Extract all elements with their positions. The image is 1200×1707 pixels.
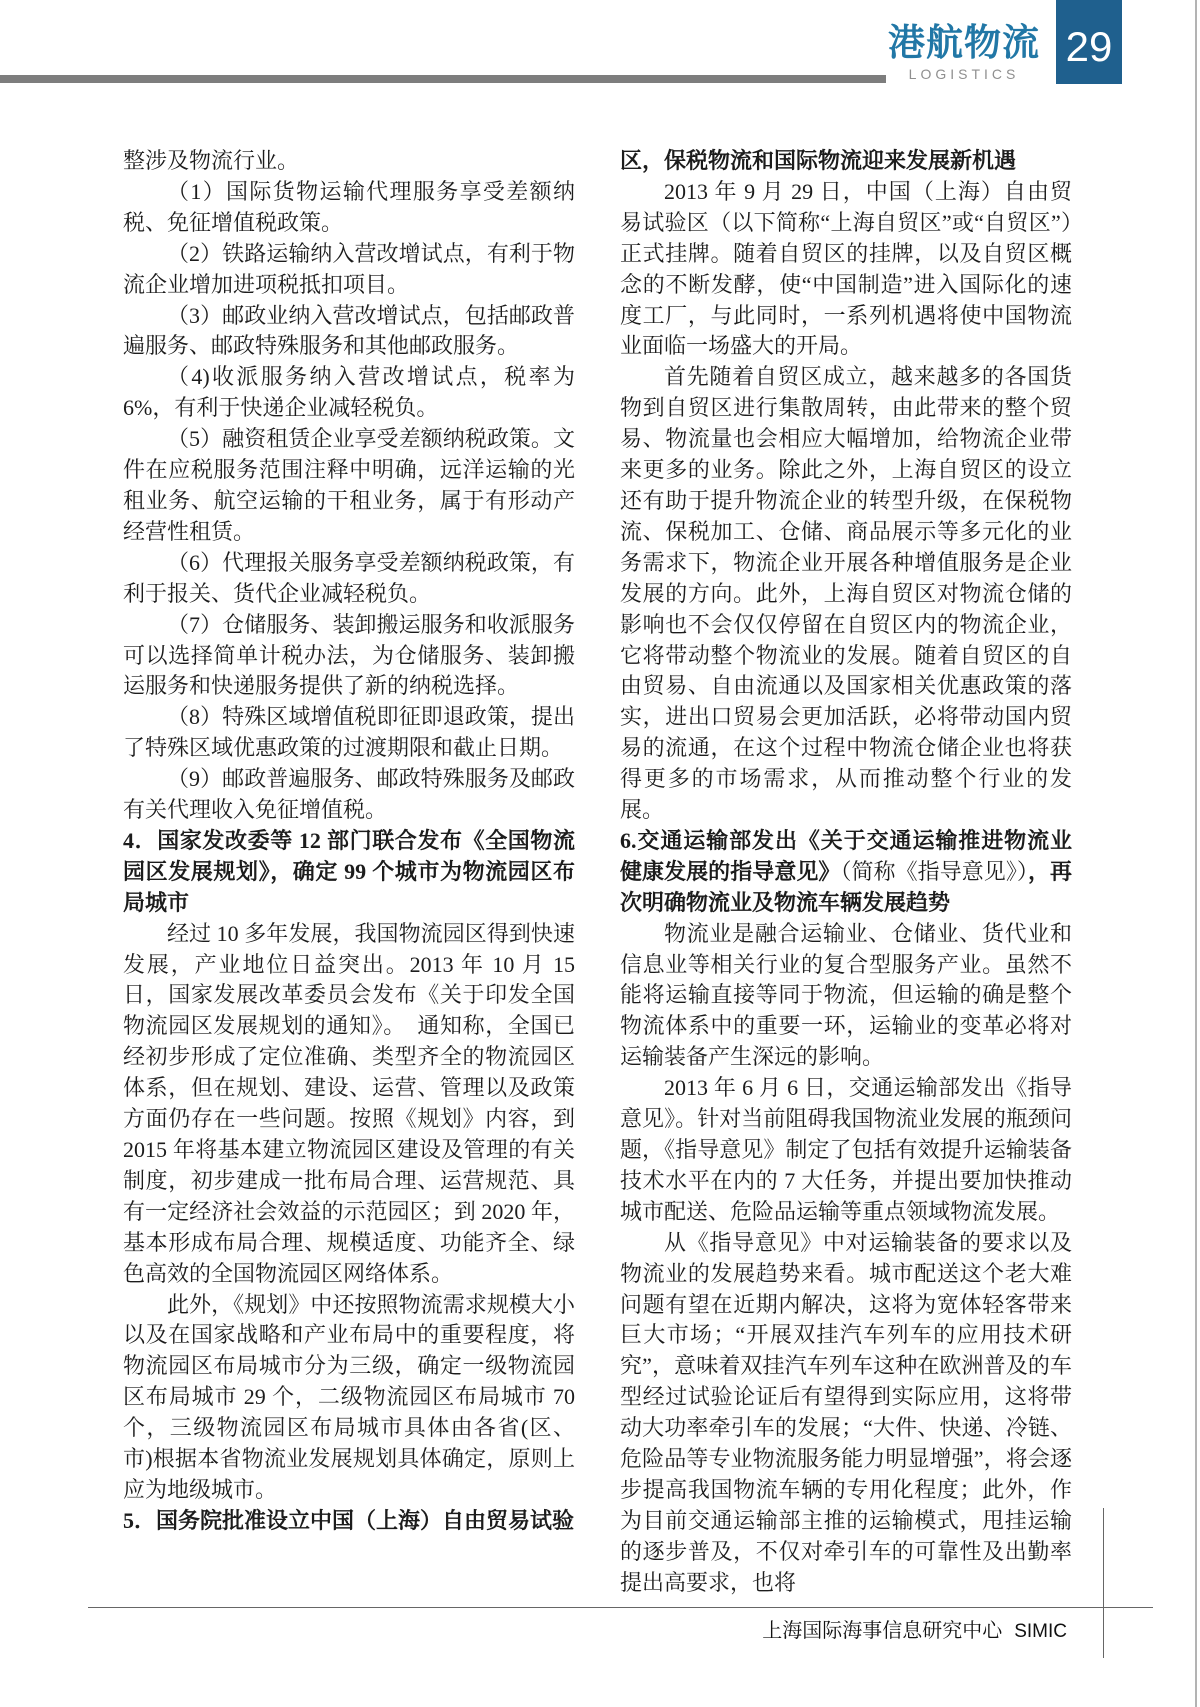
footer-divider-vertical [1103, 1508, 1104, 1658]
section-heading-5-continued: 区，保税物流和国际物流迎来发展新机遇 [620, 148, 1017, 173]
footer-credit [762, 1614, 1067, 1643]
list-item-7: （7）仓储服务、装卸搬运服务和收派服务可以选择简单计税办法，为仓储服务、装卸搬运服务和快递服务提供了新的纳税选择。 [123, 611, 575, 699]
page-number-badge: 29 [1056, 0, 1122, 84]
heading-segment: ，再次明确物流业及物流车辆发展趋势 [620, 858, 1072, 915]
paragraph: 经过 10 多年发展，我国物流园区得到快速发展，产业地位日益突出。2013 年 10 月 15 日，国家发展改革委员会发布《关于印发全国物流园区发展规划的通知》。 通知称，全国已经初步形成了定位准确、类型齐全的物流园区体系，但在规划、建设、运营、管理以及政策方面仍存在一些问题。按照《规划》内容，到 2015 年将基本建立物流园区建设及管理的有关制度，初步建成一批布局合理、运营规范、具有一定经济社会效益的示范园区；到 2020 年，基本形成布局合理、规模适度、功能齐全、绿色高效的全国物流园区网络体系。 [123, 920, 575, 1286]
paragraph: 此外，《规划》中还按照物流需求规模大小以及在国家战略和产业布局中的重要程度，将物流园区布局城市分为三级，确定一级物流园区布局城市 29 个，二级物流园区布局城市 70 个，三级物流园区布局城市具体由各省(区、市)根据本省物流业发展规划具体确定，原则上应为地级城市。 [123, 1291, 575, 1502]
list-item-1: （1）国际货物运输代理服务享受差额纳税、免征增值税政策。 [123, 178, 575, 235]
masthead [886, 24, 1042, 82]
list-item-8: （8）特殊区域增值税即征即退政策，提出了特殊区域优惠政策的过渡期限和截止日期。 [123, 704, 575, 761]
list-item-2: （2）铁路运输纳入营改增试点，有利于物流企业增加进项税抵扣项目。 [123, 240, 575, 297]
footer-rule [88, 1607, 1153, 1608]
footer-credit-chinese: 上海国际海事信息研究中心 [762, 1620, 1003, 1642]
right-column [620, 146, 1072, 1599]
list-item-9: （9）邮政普遍服务、邮政特殊服务及邮政有关代理收入免征增值税。 [123, 766, 575, 823]
paragraph: 2013 年 9 月 29 日，中国（上海）自由贸易试验区（以下简称“上海自贸区”或“自贸区”）正式挂牌。随着自贸区的挂牌，以及自贸区概念的不断发酵，使“中国制造”进入国际化的速度工厂，与此同时，一系列机遇将使中国物流业面临一场盛大的开局。 [620, 178, 1072, 359]
heading-segment: （简称《指导意见》） [840, 858, 1028, 884]
list-item-4: （4)收派服务纳入营改增试点，税率为 6%，有利于快递企业减轻税负。 [123, 364, 575, 421]
page-edge-line [1195, 0, 1197, 1707]
section-title-english: LOGISTICS [908, 65, 1020, 82]
list-item-6: （6）代理报关服务享受差额纳税政策，有利于报关、货代企业减轻税负。 [123, 549, 575, 606]
heading-segment: 6.交通运输部发出《关于交通运输推进物流业健康发展的指导意见》 [620, 827, 1072, 884]
section-heading-4: 4．国家发改委等 12 部门联合发布《全国物流园区发展规划》，确定 99 个城市为物流园区布局城市 [123, 827, 575, 915]
left-column [123, 146, 575, 1537]
paragraph: 从《指导意见》中对运输装备的要求以及物流业的发展趋势来看。城市配送这个老大难问题有望在近期内解决，这将为宽体轻客带来巨大市场；“开展双挂汽车列车的应用技术研究”，意味着双挂汽车列车这种在欧洲普及的车型经过试验论证后有望得到实际应用，这将带动大功率牵引车的发展；“大件、快递、冷链、危险品等专业物流服务能力明显增强”，将会逐步提高我国物流车辆的专用化程度；此外，作为目前交通运输部主推的运输模式，甩挂运输的逐步普及，不仅对牵引车的可靠性及出勤率提出高要求，也将 [620, 1229, 1072, 1595]
footer-credit-english: SIMIC [1014, 1621, 1067, 1642]
paragraph: 物流业是融合运输业、仓储业、货代业和信息业等相关行业的复合型服务产业。虽然不能将运输直接等同于物流，但运输的确是整个物流体系中的重要一环，运输业的变革必将对运输装备产生深远的影响。 [620, 920, 1072, 1070]
section-title-chinese: 港航物流 [888, 22, 1040, 63]
header-rule [0, 75, 886, 83]
paragraph: 整涉及物流行业。 [123, 148, 300, 173]
paragraph: 2013 年 6 月 6 日，交通运输部发出《指导意见》。针对当前阻碍我国物流业发展的瓶颈问题，《指导意见》制定了包括有效提升运输装备技术水平在内的 7 大任务，并提出要加快推动城市配送、危险品运输等重点领域物流发展。 [620, 1075, 1072, 1224]
paragraph: 首先随着自贸区成立，越来越多的各国货物到自贸区进行集散周转，由此带来的整个贸易、物流量也会相应大幅增加，给物流企业带来更多的业务。除此之外，上海自贸区的设立还有助于提升物流企业的转型升级，在保税物流、保税加工、仓储、商品展示等多元化的业务需求下，物流企业开展各种增值服务是企业发展的方向。此外，上海自贸区对物流仓储的影响也不会仅仅停留在自贸区内的物流企业，它将带动整个物流业的发展。随着自贸区的自由贸易、自由流通以及国家相关优惠政策的落实，进出口贸易会更加活跃，必将带动国内贸易的流通，在这个过程中物流仓储企业也将获得更多的市场需求，从而推动整个行业的发展。 [620, 364, 1072, 823]
list-item-5: （5）融资租赁企业享受差额纳税政策。文件在应税服务范围注释中明确，远洋运输的光租业务、航空运输的干租业务，属于有形动产经营性租赁。 [123, 426, 575, 544]
section-heading-6 [620, 826, 1072, 919]
list-item-3: （3）邮政业纳入营改增试点，包括邮政普遍服务、邮政特殊服务和其他邮政服务。 [123, 302, 575, 359]
section-heading-5: 5．国务院批准设立中国（上海）自由贸易试验 [123, 1507, 575, 1533]
